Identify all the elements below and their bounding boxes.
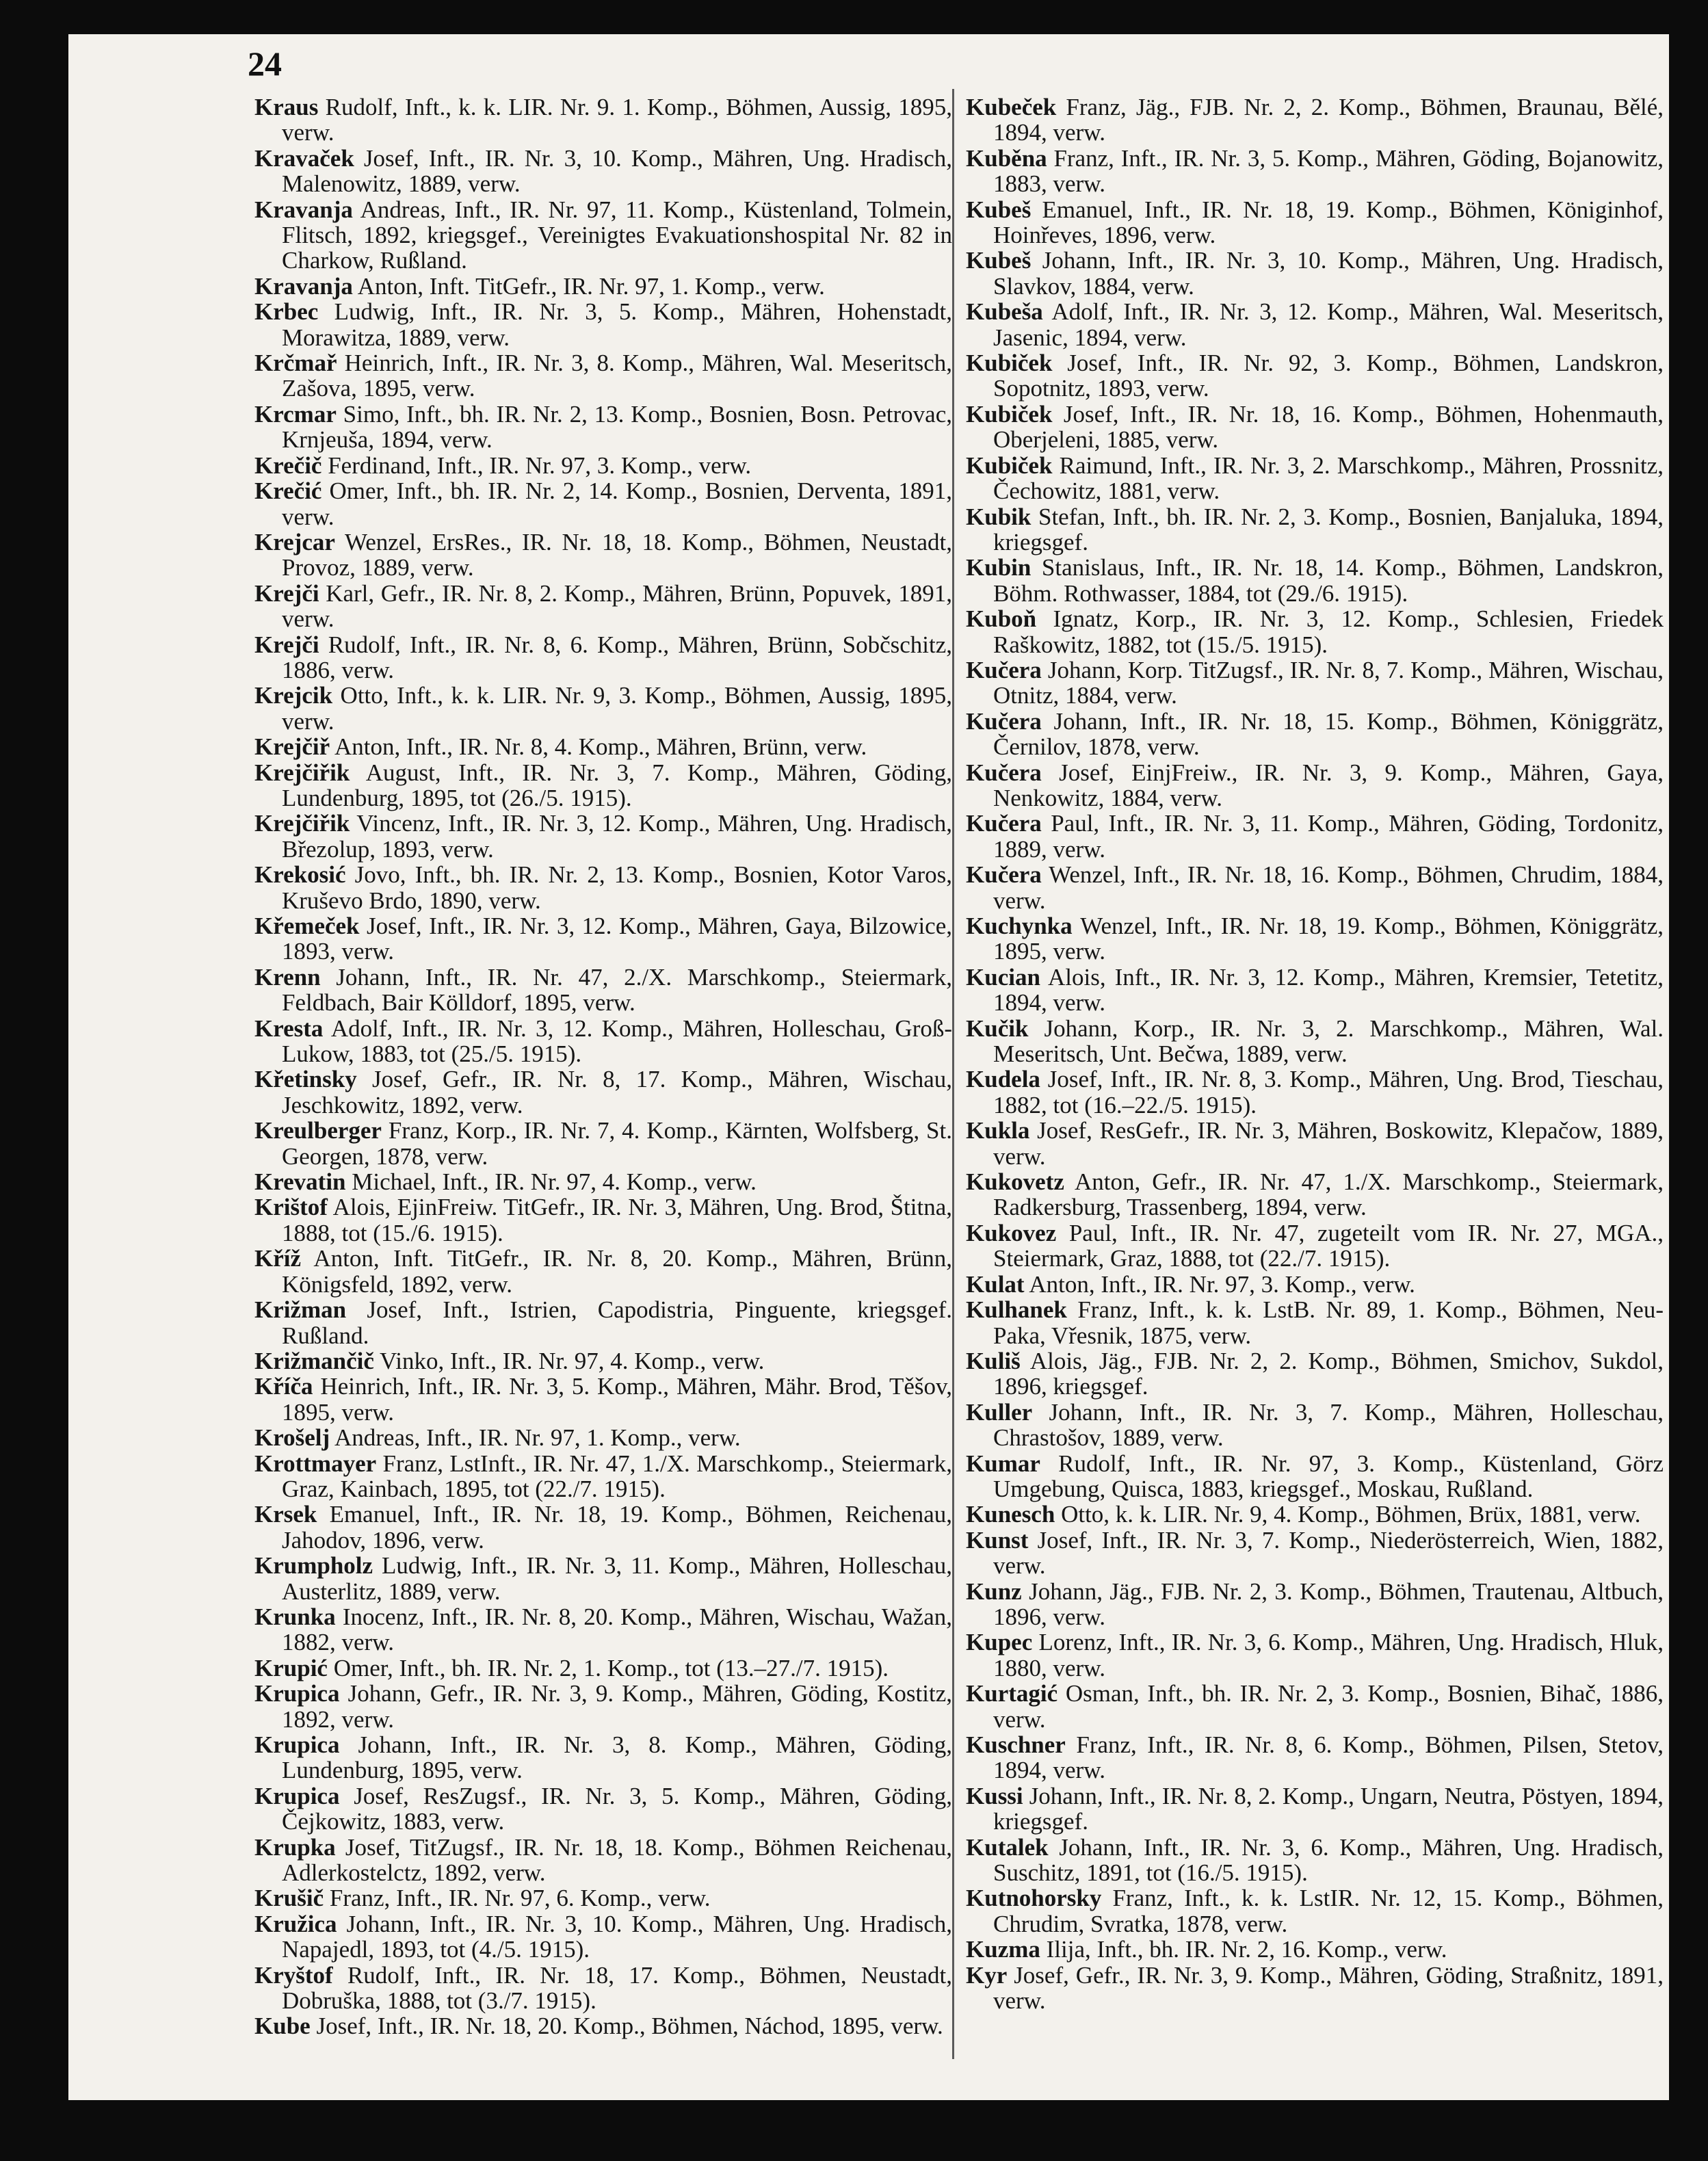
entry-details: Franz, Inft., IR. Nr. 8, 6. Komp., Böhmen, Pilsen, Stetov, 1894, verw. [993, 1731, 1664, 1784]
list-entry [966, 1169, 1664, 1220]
entry-details: Karl, Gefr., IR. Nr. 8, 2. Komp., Mähren, Brünn, Popuvek, 1891, verw. [282, 579, 952, 633]
entry-surname: Krekosić [254, 861, 346, 889]
entry-surname: Krošelj [254, 1424, 330, 1452]
entry-details: Johann, Inft., IR. Nr. 8, 2. Komp., Ungarn, Neutra, Pöstyen, 1894, kriegsgef. [993, 1782, 1664, 1835]
list-entry [254, 402, 952, 453]
entry-details: Josef, EinjFreiw., IR. Nr. 3, 9. Komp., Mähren, Gaya, Nenkowitz, 1884, verw. [993, 759, 1664, 811]
list-entry [966, 709, 1664, 760]
entry-details: Wenzel, Inft., IR. Nr. 18, 16. Komp., Böhmen, Chrudim, 1884, verw. [993, 861, 1664, 914]
list-entry [254, 811, 952, 862]
list-entry [966, 197, 1664, 248]
list-entry [254, 1963, 952, 2014]
list-entry [254, 1451, 952, 1502]
list-entry [966, 1783, 1664, 1835]
list-entry [966, 1016, 1664, 1067]
list-entry [254, 299, 952, 350]
list-entry [254, 1681, 952, 1732]
entry-surname: Krejcar [254, 528, 335, 555]
entry-surname: Kružica [254, 1910, 337, 1937]
entry-details: Inocenz, Inft., IR. Nr. 8, 20. Komp., Mähren, Wischau, Wažan, 1882, verw. [282, 1603, 952, 1656]
list-entry [966, 1297, 1664, 1348]
entry-details: Johann, Inft., IR. Nr. 3, 6. Komp., Mähren, Ung. Hradisch, Suschitz, 1891, tot (16./5. 1915). [993, 1833, 1664, 1887]
list-entry [254, 453, 952, 478]
entry-surname: Krupica [254, 1680, 340, 1707]
entry-details: Alois, Jäg., FJB. Nr. 2, 2. Komp., Böhmen, Smichov, Sukdol, 1896, kriegsgef. [993, 1347, 1664, 1400]
entry-surname: Kuboň [966, 605, 1037, 633]
entry-surname: Križman [254, 1296, 347, 1324]
list-entry [254, 632, 952, 683]
entry-details: Anton, Inft. TitGefr., IR. Nr. 8, 20. Komp., Mähren, Brünn, Königsfeld, 1892, verw. [282, 1245, 952, 1298]
list-entry [254, 965, 952, 1016]
entry-surname: Kučera [966, 656, 1042, 683]
list-entry [254, 734, 952, 759]
entry-surname: Kube [254, 2013, 311, 2040]
list-entry [254, 1783, 952, 1835]
entry-details: Lorenz, Inft., IR. Nr. 3, 6. Komp., Mähren, Ung. Hradisch, Hluk, 1880, verw. [993, 1629, 1664, 1681]
entry-details: Raimund, Inft., IR. Nr. 3, 2. Marschkomp., Mähren, Prossnitz, Čechowitz, 1881, verw. [993, 451, 1664, 505]
entry-details: Johann, Jäg., FJB. Nr. 2, 3. Komp., Böhmen, Trautenau, Altbuch, 1896, verw. [993, 1577, 1664, 1630]
list-entry [254, 1066, 952, 1118]
entry-details: Ferdinand, Inft., IR. Nr. 97, 3. Komp., verw. [321, 451, 752, 479]
list-entry [966, 811, 1664, 862]
list-entry [254, 581, 952, 632]
list-entry [966, 657, 1664, 709]
list-entry [966, 1963, 1664, 2014]
entry-details: Franz, Korp., IR. Nr. 7, 4. Komp., Kärnten, Wolfsberg, St. Georgen, 1878, verw. [282, 1117, 952, 1170]
entry-details: Heinrich, Inft., IR. Nr. 3, 8. Komp., Mähren, Wal. Meseritsch, Zašova, 1895, verw. [282, 350, 952, 402]
entry-surname: Krumpholz [254, 1552, 373, 1580]
list-entry [966, 504, 1664, 555]
list-entry [254, 274, 952, 299]
list-entry [254, 1835, 952, 1886]
entry-surname: Krušič [254, 1885, 324, 1912]
entry-details: Jovo, Inft., bh. IR. Nr. 2, 13. Komp., Bosnien, Kotor Varos, Kruševo Brdo, 1890, verw. [282, 861, 952, 914]
entry-surname: Krištof [254, 1194, 328, 1221]
entry-surname: Kubeček [966, 94, 1057, 120]
entry-details: Ignatz, Korp., IR. Nr. 3, 12. Komp., Schlesien, Friedek Raškowitz, 1882, tot (15./5. 1915). [993, 605, 1664, 658]
entry-surname: Křemeček [254, 913, 360, 939]
entry-details: Rudolf, Inft., IR. Nr. 18, 17. Komp., Böhmen, Neustadt, Dobruška, 1888, tot (3./7. 1915). [282, 1961, 952, 2015]
entry-details: Paul, Inft., IR. Nr. 3, 11. Komp., Mähren, Göding, Tordonitz, 1889, verw. [993, 810, 1664, 863]
list-entry [966, 248, 1664, 299]
list-entry [254, 94, 952, 146]
list-entry [254, 913, 952, 965]
list-entry [254, 1194, 952, 1246]
entry-surname: Kuchynka [966, 913, 1073, 939]
entry-surname: Kucian [966, 963, 1040, 991]
list-entry [254, 1885, 952, 1911]
list-entry [966, 1528, 1664, 1579]
list-entry [254, 1502, 952, 1553]
page-number: 24 [248, 44, 282, 83]
entry-details: Johann, Inft., IR. Nr. 18, 15. Komp., Böhmen, Königgrätz, Černilov, 1878, verw. [993, 707, 1664, 761]
column-divider [952, 89, 954, 2059]
list-entry [254, 1425, 952, 1450]
entry-surname: Kravaček [254, 144, 354, 172]
entry-details: Stefan, Inft., bh. IR. Nr. 2, 3. Komp., Bosnien, Banjaluka, 1894, kriegsgef. [993, 503, 1664, 555]
entry-surname: Kukovez [966, 1219, 1057, 1246]
entry-details: Emanuel, Inft., IR. Nr. 18, 19. Komp., Böhmen, Königinhof, Hoinřeves, 1896, verw. [993, 196, 1664, 249]
entry-details: Josef, Inft., IR. Nr. 8, 3. Komp., Mähren, Ung. Brod, Tieschau, 1882, tot (16.–22./5. 1915). [993, 1066, 1664, 1118]
entry-details: Anton, Gefr., IR. Nr. 47, 1./X. Marschkomp., Steiermark, Radkersburg, Trassenberg, 1894, verw. [993, 1168, 1664, 1221]
entry-surname: Krcmar [254, 400, 337, 428]
entry-details: Vincenz, Inft., IR. Nr. 3, 12. Komp., Mähren, Ung. Hradisch, Březolup, 1893, verw. [282, 810, 952, 863]
entry-details: Michael, Inft., IR. Nr. 97, 4. Komp., verw. [345, 1168, 757, 1196]
entry-surname: Kubiček [966, 451, 1053, 479]
entry-details: Wenzel, ErsRes., IR. Nr. 18, 18. Komp., Böhmen, Neustadt, Provoz, 1889, verw. [282, 528, 952, 581]
entry-details: Anton, Inft., IR. Nr. 97, 3. Komp., verw. [1024, 1270, 1415, 1298]
list-entry [966, 862, 1664, 913]
entry-surname: Kudela [966, 1066, 1040, 1093]
entry-surname: Kubin [966, 554, 1032, 581]
entry-surname: Kuběna [966, 144, 1047, 172]
entry-details: Franz, Inft., IR. Nr. 97, 6. Komp., verw. [324, 1885, 711, 1912]
entry-surname: Krevatin [254, 1168, 346, 1196]
entry-details: Omer, Inft., bh. IR. Nr. 2, 1. Komp., tot (13.–27./7. 1915). [327, 1654, 889, 1681]
list-entry [966, 94, 1664, 146]
entry-details: Josef, Inft., IR. Nr. 92, 3. Komp., Böhmen, Landskron, Sopotnitz, 1893, verw. [993, 350, 1664, 402]
entry-surname: Krečič [254, 451, 322, 479]
entry-surname: Kříž [254, 1245, 302, 1272]
list-entry [254, 1553, 952, 1604]
entry-surname: Kubiček [966, 350, 1053, 377]
entry-surname: Krbec [254, 298, 319, 326]
entry-surname: Kučera [966, 861, 1042, 889]
entry-surname: Kukla [966, 1117, 1030, 1144]
entry-details: Johann, Inft., IR. Nr. 47, 2./X. Marschkomp., Steiermark, Feldbach, Bair Kölldorf, 1895, verw. [282, 963, 952, 1017]
entry-details: Josef, Inft., IR. Nr. 3, 10. Komp., Mähren, Ung. Hradisch, Malenowitz, 1889, verw. [282, 144, 952, 198]
entry-surname: Kubeša [966, 298, 1043, 326]
entry-surname: Krupić [254, 1654, 328, 1681]
entry-surname: Kupec [966, 1629, 1033, 1656]
entry-details: Adolf, Inft., IR. Nr. 3, 12. Komp., Mähren, Holleschau, Groß-Lukow, 1883, tot (25./5. 1915). [282, 1014, 952, 1068]
list-entry [966, 1272, 1664, 1297]
entry-surname: Krsek [254, 1501, 317, 1528]
entry-details: Johann, Inft., IR. Nr. 3, 7. Komp., Mähren, Holleschau, Chrastošov, 1889, verw. [993, 1398, 1664, 1452]
list-entry [254, 1911, 952, 1963]
entry-surname: Krunka [254, 1603, 336, 1630]
entry-details: August, Inft., IR. Nr. 3, 7. Komp., Mähren, Göding, Lundenburg, 1895, tot (26./5. 1915). [282, 759, 952, 811]
entry-surname: Krejči [254, 579, 319, 607]
entry-surname: Kuzma [966, 1936, 1040, 1963]
entry-surname: Kulhanek [966, 1296, 1067, 1324]
list-entry [966, 1118, 1664, 1169]
entry-surname: Kravanja [254, 272, 353, 300]
document-page [68, 34, 1669, 2100]
entry-details: Johann, Gefr., IR. Nr. 3, 9. Komp., Mähren, Göding, Kostitz, 1892, verw. [282, 1680, 952, 1733]
list-entry [254, 1246, 952, 1297]
entry-details: Ilija, Inft., bh. IR. Nr. 2, 16. Komp., verw. [1040, 1936, 1447, 1963]
entry-surname: Krejči [254, 631, 319, 658]
list-entry [966, 1732, 1664, 1783]
entry-details: Otto, k. k. LIR. Nr. 9, 4. Komp., Böhmen, Brüx, 1881, verw. [1055, 1501, 1641, 1528]
entry-surname: Krejčiř [254, 733, 330, 761]
entry-details: Josef, TitZugsf., IR. Nr. 18, 18. Komp., Böhmen Reichenau, Adlerkostelctz, 1892, verw. [282, 1833, 952, 1887]
entry-surname: Kubik [966, 503, 1032, 530]
list-entry [254, 1169, 952, 1194]
list-entry [966, 1937, 1664, 1962]
list-entry [966, 1066, 1664, 1118]
list-entry [254, 478, 952, 529]
entry-surname: Kubiček [966, 400, 1053, 428]
entry-surname: Kuschner [966, 1731, 1066, 1758]
entry-surname: Kuliš [966, 1347, 1021, 1374]
entry-details: Johann, Korp., IR. Nr. 3, 2. Marschkomp., Mähren, Wal. Meseritsch, Unt. Bečwa, 1889, verw. [993, 1014, 1664, 1068]
entry-details: Rudolf, Inft., IR. Nr. 97, 3. Komp., Küstenland, Görz Umgebung, Quisca, 1883, kriegsgef., Moskau, Rußland. [993, 1450, 1664, 1502]
list-entry [254, 760, 952, 811]
entry-details: Franz, Inft., k. k. LstIR. Nr. 12, 15. Komp., Böhmen, Chrudim, Svratka, 1878, verw. [993, 1885, 1664, 1937]
entry-details: Rudolf, Inft., IR. Nr. 8, 6. Komp., Mähren, Brünn, Sobčschitz, 1886, verw. [282, 631, 952, 683]
entry-surname: Krčmař [254, 350, 337, 377]
entry-details: Josef, Gefr., IR. Nr. 8, 17. Komp., Mähren, Wischau, Jeschkowitz, 1892, verw. [282, 1066, 952, 1118]
entry-details: Josef, Inft., IR. Nr. 18, 20. Komp., Böhmen, Náchod, 1895, verw. [310, 2013, 943, 2040]
entry-details: Josef, Gefr., IR. Nr. 3, 9. Komp., Mähren, Göding, Straßnitz, 1891, verw. [993, 1961, 1664, 2015]
list-entry [966, 146, 1664, 197]
entry-surname: Krečić [254, 477, 322, 505]
list-entry [966, 555, 1664, 606]
list-entry [254, 197, 952, 274]
entry-surname: Kryštof [254, 1961, 333, 1989]
list-entry [966, 453, 1664, 504]
entry-details: Andreas, Inft., IR. Nr. 97, 11. Komp., Küstenland, Tolmein, Flitsch, 1892, kriegsgef., Vereinigtes Evakuationshospital Nr. 82 in Charkow, Rußland. [282, 196, 952, 274]
left-column [254, 94, 952, 2039]
list-entry [966, 1681, 1664, 1732]
list-entry [966, 1885, 1664, 1937]
entry-surname: Kulat [966, 1270, 1025, 1298]
entry-details: Paul, Inft., IR. Nr. 47, zugeteilt vom IR. Nr. 27, MGA., Steiermark, Graz, 1888, tot (22./7. 1915). [993, 1219, 1664, 1272]
entry-details: Anton, Inft. TitGefr., IR. Nr. 97, 1. Komp., verw. [352, 272, 825, 300]
entry-details: Andreas, Inft., IR. Nr. 97, 1. Komp., verw. [330, 1424, 741, 1452]
list-entry [254, 862, 952, 913]
entry-details: Rudolf, Inft., k. k. LIR. Nr. 9. 1. Komp., Böhmen, Aussig, 1895, verw. [282, 94, 952, 146]
entry-details: Josef, ResZugsf., IR. Nr. 3, 5. Komp., Mähren, Göding, Čejkowitz, 1883, verw. [282, 1782, 952, 1835]
entry-surname: Kussi [966, 1782, 1023, 1809]
entry-details: Franz, Inft., IR. Nr. 3, 5. Komp., Mähren, Göding, Bojanowitz, 1883, verw. [993, 144, 1664, 198]
entry-details: Johann, Inft., IR. Nr. 3, 10. Komp., Mähren, Ung. Hradisch, Slavkov, 1884, verw. [993, 247, 1664, 300]
list-entry [254, 1732, 952, 1783]
entry-surname: Kučera [966, 810, 1042, 837]
entry-details: Josef, Inft., IR. Nr. 3, 7. Komp., Niederösterreich, Wien, 1882, verw. [993, 1526, 1664, 1580]
entry-surname: Kukovetz [966, 1168, 1064, 1196]
entry-surname: Kreulberger [254, 1117, 382, 1144]
list-entry [966, 1502, 1664, 1527]
entry-surname: Kraus [254, 94, 319, 120]
entry-details: Ludwig, Inft., IR. Nr. 3, 11. Komp., Mähren, Holleschau, Austerlitz, 1889, verw. [282, 1552, 952, 1605]
list-entry [254, 1016, 952, 1067]
entry-surname: Kresta [254, 1014, 324, 1042]
list-entry [254, 1118, 952, 1169]
entry-details: Alois, EjinFreiw. TitGefr., IR. Nr. 3, Mähren, Ung. Brod, Štitna, 1888, tot (15./6. 1915). [282, 1194, 952, 1246]
entry-details: Anton, Inft., IR. Nr. 8, 4. Komp., Mähren, Brünn, verw. [330, 733, 867, 761]
entry-surname: Kunesch [966, 1501, 1055, 1528]
list-entry [966, 1220, 1664, 1272]
list-entry [254, 350, 952, 402]
entry-details: Wenzel, Inft., IR. Nr. 18, 19. Komp., Böhmen, Königgrätz, 1895, verw. [993, 913, 1664, 965]
list-entry [254, 1374, 952, 1425]
entry-surname: Kyr [966, 1961, 1008, 1989]
entry-details: Simo, Inft., bh. IR. Nr. 2, 13. Komp., Bosnien, Bosn. Petrovac, Krnjeuša, 1894, verw. [282, 400, 952, 454]
list-entry [966, 402, 1664, 453]
entry-details: Stanislaus, Inft., IR. Nr. 18, 14. Komp., Böhmen, Landskron, Böhm. Rothwasser, 1884, tot (29./6. 1915). [993, 554, 1664, 607]
entry-surname: Kurtagić [966, 1680, 1058, 1707]
list-entry [966, 1835, 1664, 1886]
entry-surname: Kutalek [966, 1833, 1049, 1861]
list-entry [966, 1451, 1664, 1502]
entry-details: Josef, Inft., IR. Nr. 3, 12. Komp., Mähren, Gaya, Bilzowice, 1893, verw. [282, 913, 952, 965]
entry-details: Josef, Inft., IR. Nr. 18, 16. Komp., Böhmen, Hohenmauth, Oberjeleni, 1885, verw. [993, 400, 1664, 454]
entry-surname: Krupica [254, 1731, 340, 1758]
entry-details: Franz, Jäg., FJB. Nr. 2, 2. Komp., Böhmen, Braunau, Bělé, 1894, verw. [993, 94, 1664, 146]
entry-details: Heinrich, Inft., IR. Nr. 3, 5. Komp., Mähren, Mähr. Brod, Těšov, 1895, verw. [282, 1373, 952, 1426]
list-entry [966, 760, 1664, 811]
list-entry [966, 350, 1664, 402]
entry-details: Ludwig, Inft., IR. Nr. 3, 5. Komp., Mähren, Hohenstadt, Morawitza, 1889, verw. [282, 298, 952, 351]
entry-surname: Krejčiřik [254, 759, 350, 786]
entry-surname: Křetinsky [254, 1066, 357, 1093]
list-entry [254, 1655, 952, 1681]
entry-details: Adolf, Inft., IR. Nr. 3, 12. Komp., Mähren, Wal. Meseritsch, Jasenic, 1894, verw. [993, 298, 1664, 351]
list-entry [966, 606, 1664, 657]
right-column [966, 94, 1664, 2013]
list-entry [966, 1400, 1664, 1451]
entry-details: Otto, Inft., k. k. LIR. Nr. 9, 3. Komp., Böhmen, Aussig, 1895, verw. [282, 682, 952, 735]
entry-surname: Krottmayer [254, 1450, 377, 1477]
entry-details: Franz, Inft., k. k. LstB. Nr. 89, 1. Komp., Böhmen, Neu-Paka, Vřesnik, 1875, verw. [993, 1296, 1664, 1349]
entry-surname: Krenn [254, 963, 321, 991]
entry-surname: Krejcik [254, 682, 333, 709]
entry-surname: Krejčiřik [254, 810, 350, 837]
entry-surname: Kutnohorsky [966, 1885, 1102, 1912]
entry-surname: Kučik [966, 1014, 1029, 1042]
entry-details: Franz, LstInft., IR. Nr. 47, 1./X. Marschkomp., Steiermark, Graz, Kainbach, 1895, tot (22./7. 1915). [282, 1450, 952, 1502]
entry-details: Johann, Korp. TitZugsf., IR. Nr. 8, 7. Komp., Mähren, Wischau, Otnitz, 1884, verw. [993, 656, 1664, 709]
entry-surname: Kravanja [254, 196, 353, 223]
entry-surname: Kříča [254, 1373, 313, 1400]
entry-surname: Kuller [966, 1398, 1033, 1426]
entry-surname: Krupka [254, 1833, 336, 1861]
list-entry [966, 1629, 1664, 1681]
entry-surname: Krupica [254, 1782, 340, 1809]
list-entry [254, 146, 952, 197]
entry-details: Omer, Inft., bh. IR. Nr. 2, 14. Komp., Bosnien, Derventa, 1891, verw. [282, 477, 952, 530]
entry-details: Vinko, Inft., IR. Nr. 97, 4. Komp., verw. [373, 1347, 765, 1374]
entry-details: Johann, Inft., IR. Nr. 3, 10. Komp., Mähren, Ung. Hradisch, Napajedl, 1893, tot (4./5. 1915). [282, 1910, 952, 1963]
list-entry [254, 1348, 952, 1374]
entry-surname: Kumar [966, 1450, 1040, 1477]
list-entry [966, 299, 1664, 350]
entry-surname: Kunz [966, 1577, 1022, 1605]
entry-details: Johann, Inft., IR. Nr. 3, 8. Komp., Mähren, Göding, Lundenburg, 1895, verw. [282, 1731, 952, 1784]
entry-details: Osman, Inft., bh. IR. Nr. 2, 3. Komp., Bosnien, Bihač, 1886, verw. [993, 1680, 1664, 1733]
list-entry [966, 913, 1664, 965]
list-entry [254, 1297, 952, 1348]
entry-surname: Kučera [966, 707, 1042, 735]
list-entry [254, 2013, 952, 2039]
entry-details: Alois, Inft., IR. Nr. 3, 12. Komp., Mähren, Kremsier, Tetetitz, 1894, verw. [993, 963, 1664, 1017]
entry-details: Emanuel, Inft., IR. Nr. 18, 19. Komp., Böhmen, Reichenau, Jahodov, 1896, verw. [282, 1501, 952, 1554]
entry-details: Josef, ResGefr., IR. Nr. 3, Mähren, Boskowitz, Klepačow, 1889, verw. [993, 1117, 1664, 1170]
entry-surname: Kubeš [966, 196, 1032, 223]
list-entry [966, 1348, 1664, 1400]
list-entry [254, 529, 952, 581]
entry-surname: Kučera [966, 759, 1042, 786]
list-entry [254, 1604, 952, 1655]
list-entry [966, 965, 1664, 1016]
list-entry [254, 683, 952, 734]
list-entry [966, 1579, 1664, 1630]
entry-details: Josef, Inft., Istrien, Capodistria, Pinguente, kriegsgef. Rußland. [282, 1296, 952, 1349]
entry-surname: Kunst [966, 1526, 1029, 1554]
entry-surname: Kubeš [966, 247, 1032, 274]
entry-surname: Križmančič [254, 1347, 374, 1374]
